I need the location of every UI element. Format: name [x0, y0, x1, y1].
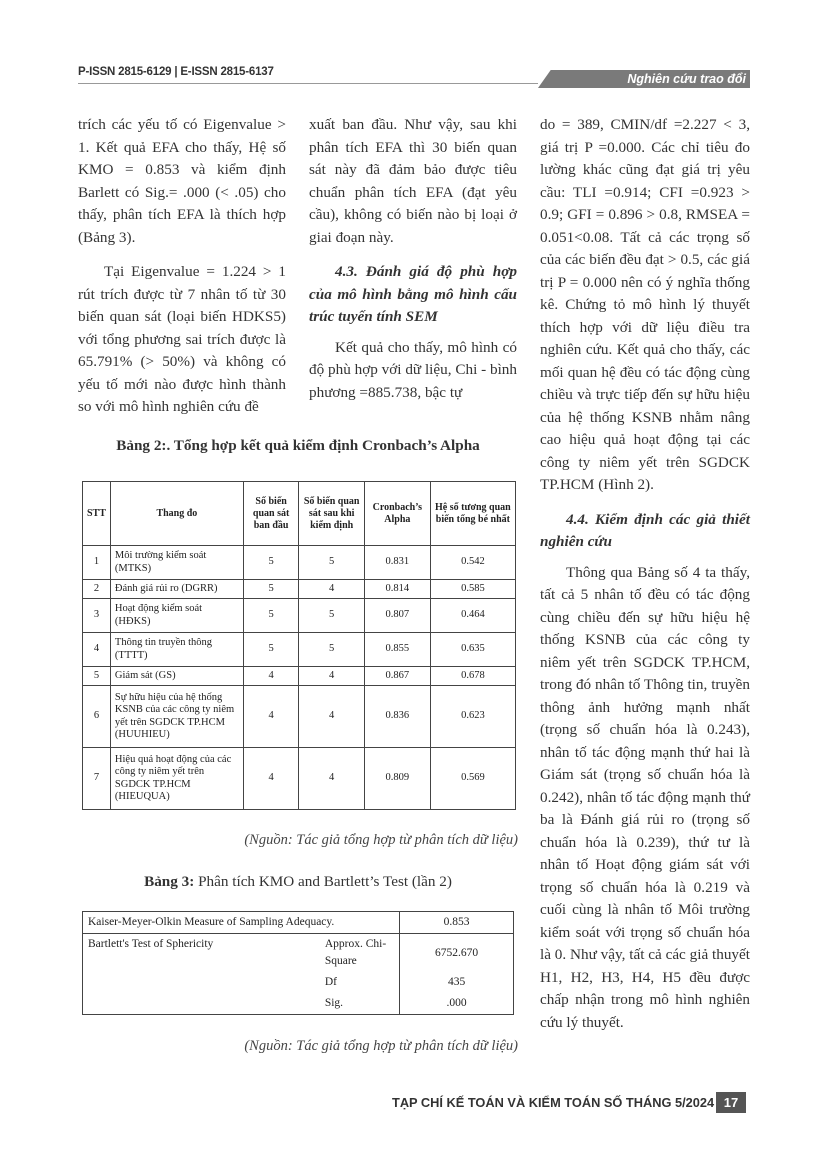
cell: 4 — [299, 748, 364, 810]
table2-source: (Nguồn: Tác giả tổng hợp từ phân tích dữ liệu) — [244, 832, 518, 848]
cell: 5 — [299, 546, 364, 580]
table-row — [83, 686, 516, 748]
cell: Đánh giá rủi ro (DGRR) — [110, 580, 243, 599]
column-header: Hệ số tương quan biến tổng bé nhất — [430, 482, 515, 546]
paragraph: xuất ban đầu. Như vậy, sau khi phân tích EFA thì 30 biến quan sát này đã đảm bảo được tiêu chuẩn phân tích EFA (đạt yêu cầu), không có biến nào bị loại ở giai đoạn này. — [309, 116, 517, 246]
cell: Thông tin truyền thông (TTTT) — [110, 633, 243, 667]
paragraph: Tại Eigenvalue = 1.224 > 1 rút trích được từ 7 nhân tố từ 30 biến quan sát (loại biến HDKS5) với tổng phương sai trích được là 65.791% (> 50%) và không có yếu tố mới nào được hình thành so với mô hình nghiên cứu đề — [78, 263, 286, 415]
cell: 0.569 — [430, 748, 515, 810]
table-row — [83, 972, 514, 993]
paragraph: Kết quả cho thấy, mô hình có độ phù hợp với dữ liệu, Chi - bình phương =885.738, bậc tự — [309, 338, 517, 401]
cell: 2 — [83, 580, 111, 599]
cell: 0.814 — [364, 580, 430, 599]
table3-label: Bảng 3: — [144, 873, 195, 890]
journal-footer: TẠP CHÍ KẾ TOÁN VÀ KIỂM TOÁN SỐ THÁNG 5/2024 — [392, 1095, 715, 1110]
table-row — [83, 993, 514, 1015]
cell: 5 — [299, 633, 364, 667]
cell: .000 — [400, 993, 514, 1015]
cell: 5 — [243, 633, 299, 667]
cell: 0.809 — [364, 748, 430, 810]
table-row — [83, 748, 516, 810]
cell: 6 — [83, 686, 111, 748]
page-number: 17 — [716, 1092, 746, 1113]
cell: 6752.670 — [400, 934, 514, 973]
cell: 0.807 — [364, 599, 430, 633]
table2-title: Bảng 2:. Tổng hợp kết quả kiểm định Cronbach’s Alpha — [116, 437, 480, 454]
cell: 7 — [83, 748, 111, 810]
header-rule — [78, 83, 538, 84]
cell: Kaiser-Meyer-Olkin Measure of Sampling Adequacy. — [83, 912, 400, 934]
cell: 4 — [243, 748, 299, 810]
column-3 — [540, 114, 750, 1046]
cell: 435 — [400, 972, 514, 993]
cell: 3 — [83, 599, 111, 633]
cell: 1 — [83, 546, 111, 580]
cell: Approx. Chi-Square — [324, 938, 387, 967]
cell: 0.831 — [364, 546, 430, 580]
cronbach-table — [82, 481, 516, 810]
cell: 0.855 — [364, 633, 430, 667]
table-row — [83, 912, 514, 934]
cell: Sự hữu hiệu của hệ thống KSNB của các công ty niêm yết trên SGDCK TP.HCM (HUUHIEU) — [110, 686, 243, 748]
cell: 0.867 — [364, 667, 430, 686]
cell: 0.542 — [430, 546, 515, 580]
table3-caption: Phân tích KMO and Bartlett’s Test (lần 2) — [194, 873, 452, 890]
column-2 — [309, 114, 517, 416]
cell: Df — [324, 976, 337, 988]
paragraph: do = 389, CMIN/df =2.227 < 3, giá trị P =0.000. Các chỉ tiêu đo lường khác cũng đạt giá trị yêu cầu: TLI =0.914; CFI =0.923 > 0.9; GFI = 0.896 > 0.8, RMSEA = 0.051<0.08. Tất cả các trọng số của các biến đều đạt > 0.5, các giá trị P = 0.000 nên có ý nghĩa thống kê. Chứng tỏ mô hình lý thuyết thích hợp với dữ liệu điều tra nghiên cứu. Kết quả cho thấy, các mối quan hệ đều có tác động cùng chiều và trực tiếp đến sự hữu hiệu của hệ thống KSNB nhằm nâng cao hiệu quả hoạt động tại các công ty niêm yết trên SGDCK TP.HCM (Hình 2). — [540, 116, 750, 493]
table3-title — [78, 873, 518, 891]
cell: 0.635 — [430, 633, 515, 667]
paragraph: Thông qua Bảng số 4 ta thấy, tất cả 5 nhân tố đều có tác động cùng chiều đến sự hữu hiệu hệ thống KSNB của các công ty niêm yết trên SGDCK TP.HCM, trong đó nhân tố Thông tin, truyền thông ảnh hưởng mạnh nhất (trọng số chuẩn hóa là 0.243), nhân tố tác động mạnh thứ hai là Giám sát (trọng số chuẩn hóa là 0.242), nhân tố tác động mạnh thứ ba là Đánh giá rủi ro (trọng số chuẩn hóa là 0.239), thứ tư là nhân tố Hoạt động giám sát với trọng số chuẩn hóa là 0.219 và cuối cùng là nhân tố Môi trường kiểm soát với trọng số chuẩn hóa là 0. Như vậy, tất cả các giả thuyết H1, H2, H3, H4, H5 đều được chấp nhận trong mô hình nghiên cứu lý thuyết. — [540, 563, 750, 1031]
cell: 0.836 — [364, 686, 430, 748]
table3-source: (Nguồn: Tác giả tổng hợp từ phân tích dữ liệu) — [244, 1038, 518, 1054]
cell: 5 — [243, 546, 299, 580]
table-row — [83, 599, 516, 633]
cell: 4 — [299, 667, 364, 686]
cell: Môi trường kiểm soát (MTKS) — [110, 546, 243, 580]
cell: 0.623 — [430, 686, 515, 748]
cell: 4 — [83, 633, 111, 667]
cell: Sig. — [324, 997, 344, 1009]
cell: Hiệu quả hoạt động của các công ty niêm yết trên SGDCK TP.HCM (HIEUQUA) — [110, 748, 243, 810]
table-header-row — [83, 482, 516, 546]
cell: 4 — [243, 667, 299, 686]
table-row — [83, 667, 516, 686]
cell: 0.853 — [400, 912, 514, 934]
cell: Giám sát (GS) — [110, 667, 243, 686]
paragraph: trích các yếu tố có Eigenvalue > 1. Kết quả EFA cho thấy, Hệ số KMO = 0.853 và kiểm định Barlett có Sig.= .000 (< .05) cho thấy, phân tích EFA là thích hợp (Bảng 3). — [78, 116, 286, 246]
cell: 0.464 — [430, 599, 515, 633]
column-header: Cronbach’s Alpha — [364, 482, 430, 546]
cell: 4 — [299, 686, 364, 748]
table-row — [83, 546, 516, 580]
column-header: Thang đo — [110, 482, 243, 546]
section-heading: 4.3. Đánh giá độ phù hợp của mô hình bằng mô hình cấu trúc tuyến tính SEM — [309, 263, 517, 325]
column-header: Số biến quan sát sau khi kiểm định — [299, 482, 364, 546]
cell: 5 — [243, 599, 299, 633]
cell: 0.678 — [430, 667, 515, 686]
issn-line: P-ISSN 2815-6129 | E-ISSN 2815-6137 — [78, 66, 274, 78]
table-row — [83, 580, 516, 599]
section-title: Nghiên cứu trao đổi — [627, 72, 746, 86]
cell: 4 — [243, 686, 299, 748]
cell: 4 — [299, 580, 364, 599]
cell: 5 — [299, 599, 364, 633]
column-header: STT — [83, 482, 111, 546]
table-row — [83, 633, 516, 667]
kmo-table — [82, 911, 514, 1015]
cell: Hoạt động kiểm soát (HĐKS) — [110, 599, 243, 633]
section-heading: 4.4. Kiểm định các giả thiết nghiên cứu — [540, 510, 750, 550]
cell: 0.585 — [430, 580, 515, 599]
column-1 — [78, 114, 286, 431]
column-header: Số biến quan sát ban đầu — [243, 482, 299, 546]
cell: 5 — [83, 667, 111, 686]
cell: 5 — [243, 580, 299, 599]
cell: Bartlett's Test of Sphericity — [88, 938, 214, 950]
table-row — [83, 934, 514, 973]
